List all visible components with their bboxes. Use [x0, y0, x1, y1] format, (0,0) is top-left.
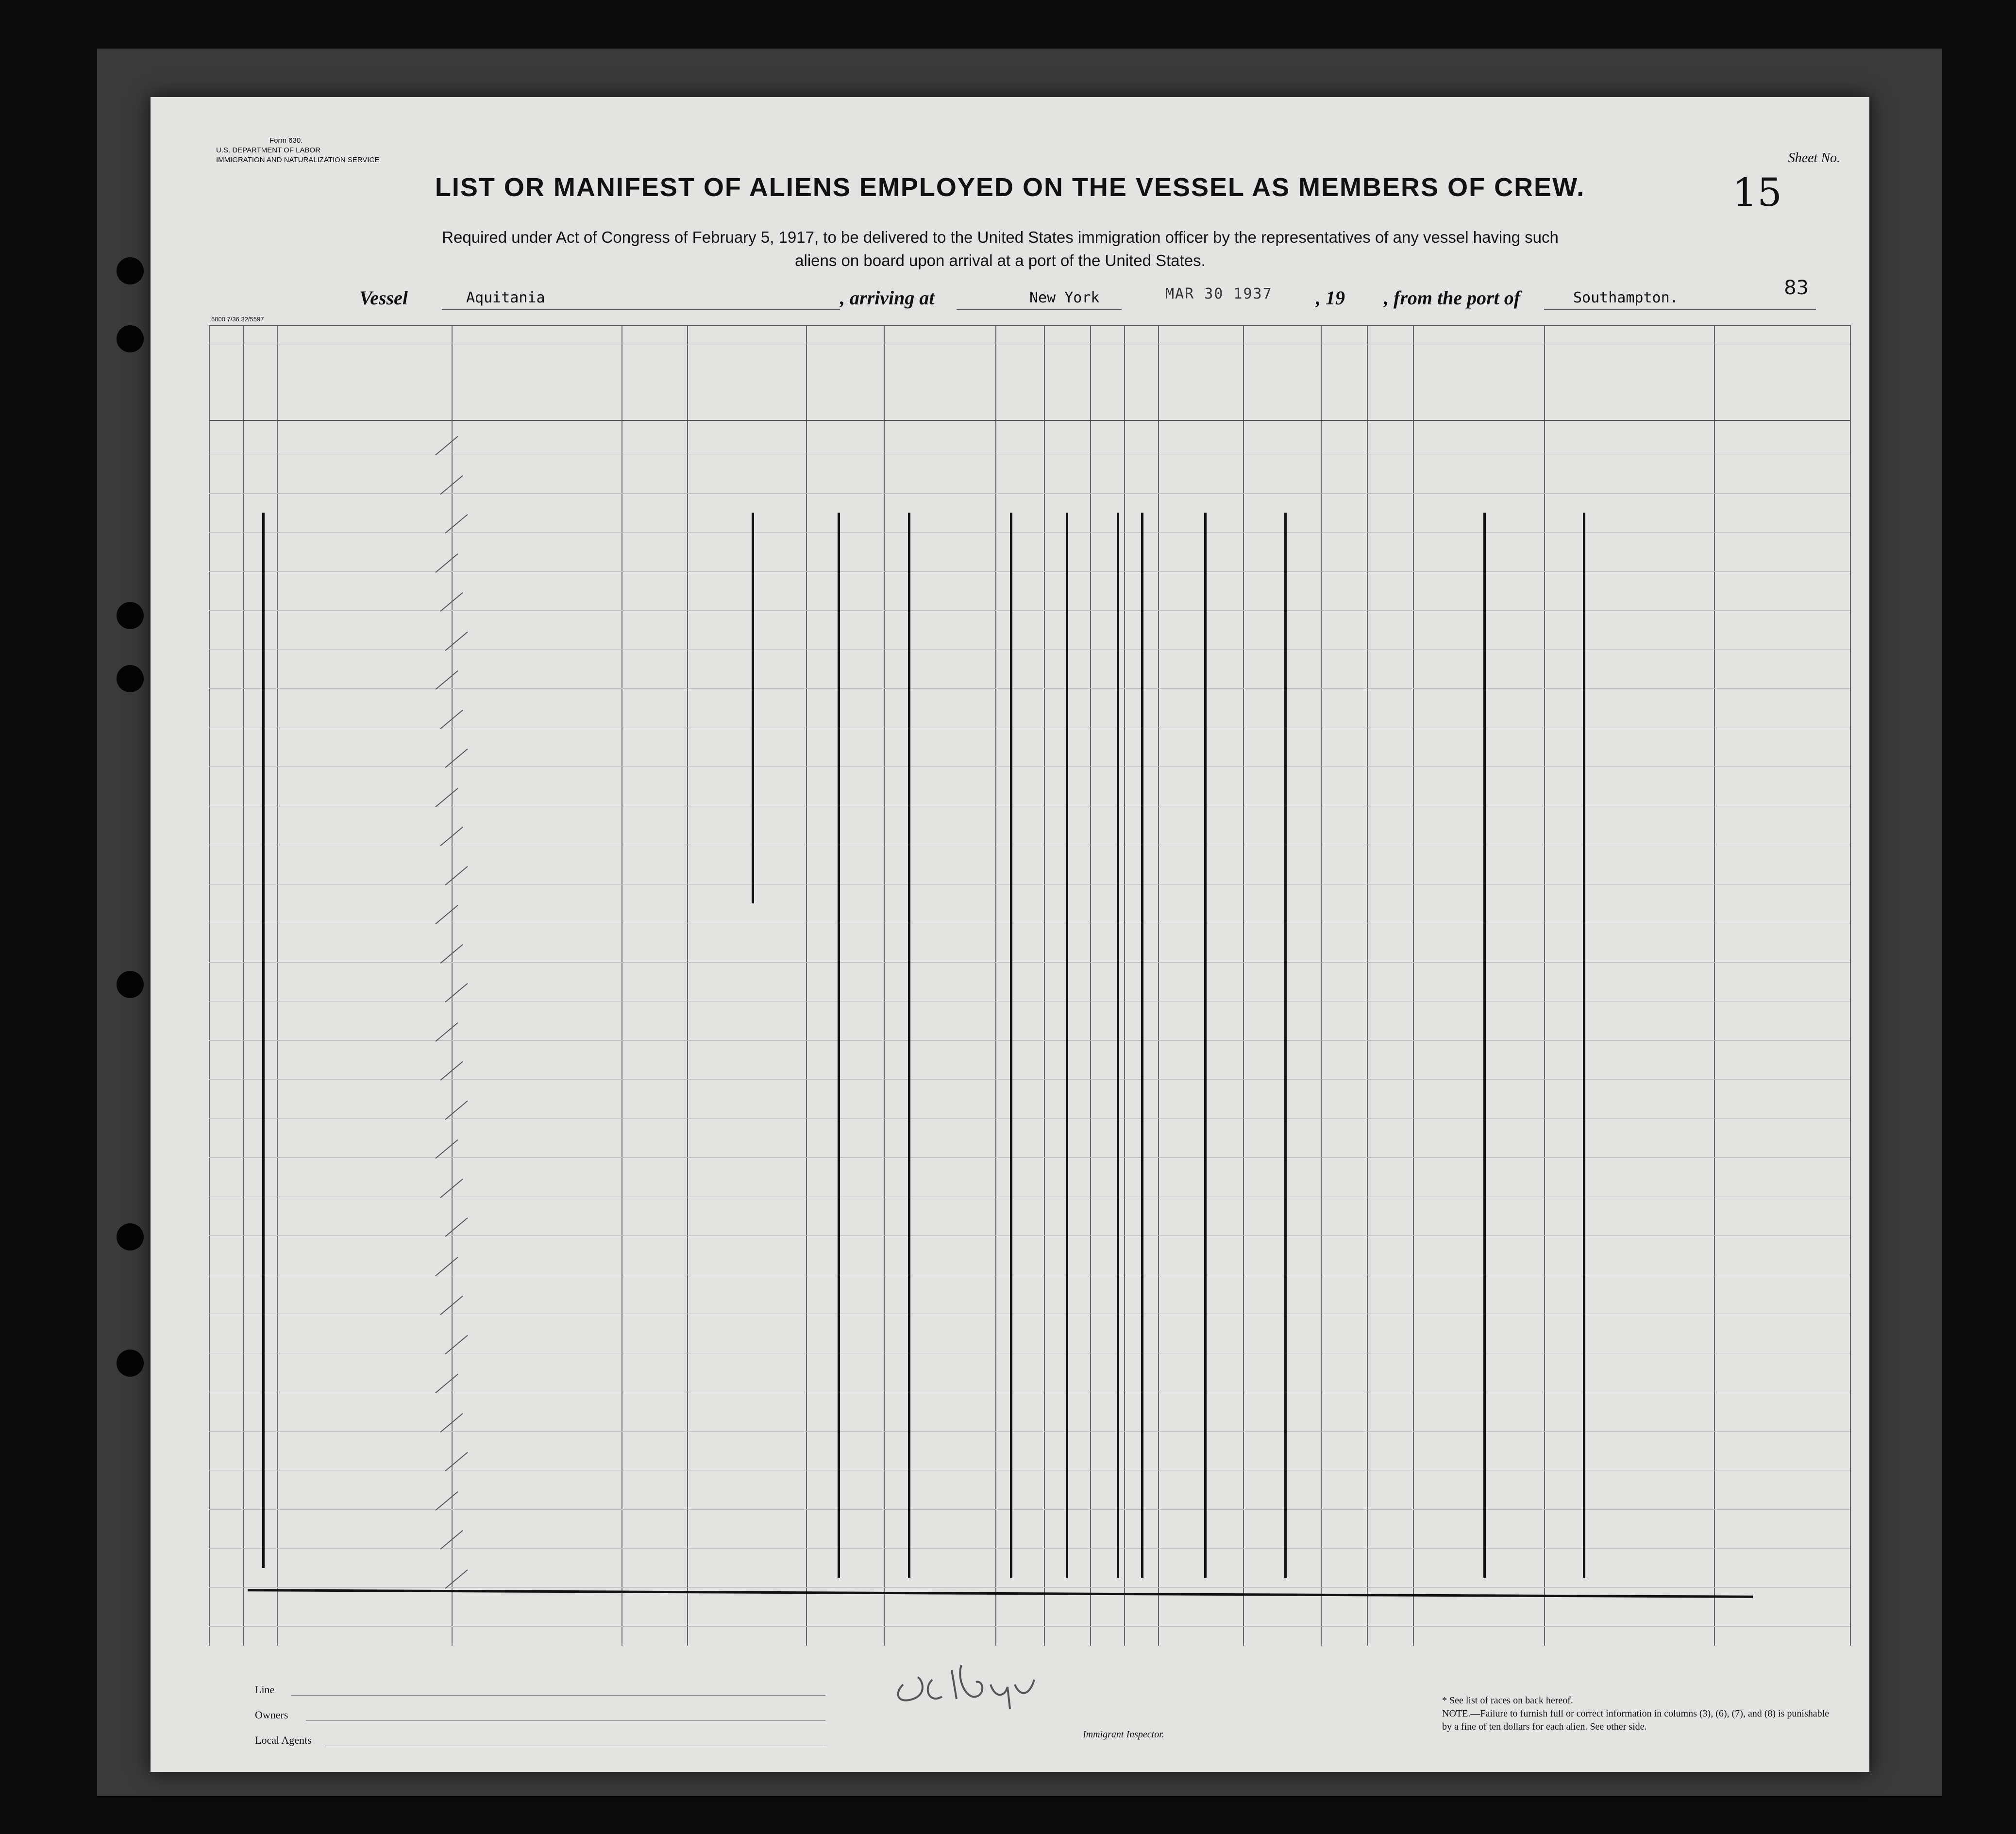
column-rule [1544, 325, 1545, 1646]
page-subtitle [296, 226, 1704, 272]
name-check-tick [435, 1256, 458, 1276]
date-stamp: MAR 30 1937 [1165, 285, 1273, 302]
name-check-tick [445, 983, 468, 1002]
name-check-tick [435, 436, 458, 455]
name-check-tick [445, 514, 468, 534]
ditto-line [1204, 513, 1207, 1578]
column-rule [1321, 325, 1322, 1646]
line-field [291, 1695, 825, 1696]
row-rule [209, 610, 1850, 611]
underline [442, 309, 840, 310]
header-bottom-rule [209, 420, 1850, 421]
column-rule [1367, 325, 1368, 1646]
name-check-tick [435, 1374, 458, 1393]
name-check-tick [445, 749, 468, 768]
ditto-line [1141, 513, 1143, 1578]
crew-table [209, 325, 1850, 1646]
vessel-label: Vessel [359, 287, 408, 309]
row-rule [209, 1548, 1850, 1549]
row-rule [209, 493, 1850, 494]
binder-hole [117, 325, 144, 352]
column-rule [1090, 325, 1091, 1646]
name-check-tick [445, 1569, 468, 1588]
column-rule [277, 325, 278, 1646]
row-30-strike-line [248, 1589, 1753, 1598]
manifest-page [151, 97, 1869, 1772]
name-check-tick [445, 1452, 468, 1471]
column-rule [687, 325, 688, 1646]
agents-label: Local Agents [255, 1734, 312, 1746]
column-rule [1413, 325, 1414, 1646]
row-rule [209, 1587, 1850, 1588]
column-rule [995, 325, 996, 1646]
binder-hole [117, 665, 144, 692]
races-note: * See list of races on back hereof. [1442, 1695, 1573, 1706]
binder-hole [117, 257, 144, 284]
vessel-line [151, 286, 1869, 316]
column-rule [884, 325, 885, 1646]
name-check-tick [445, 1334, 468, 1354]
name-check-tick [435, 1139, 458, 1159]
column-rule [243, 325, 244, 1646]
name-check-tick [435, 1022, 458, 1041]
name-check-tick [445, 1217, 468, 1237]
column-rule [1850, 325, 1851, 1646]
header-top-rule [209, 325, 1850, 326]
inspector-signature [884, 1651, 1054, 1714]
arriving-port: New York [1029, 289, 1100, 306]
row-rule [209, 1431, 1850, 1432]
column-rule [1158, 325, 1159, 1646]
column-rule [1243, 325, 1244, 1646]
underline [957, 309, 1122, 310]
print-code: 6000 7/36 32/5597 [211, 316, 264, 323]
ditto-line [908, 513, 910, 1578]
column-rule [1714, 325, 1715, 1646]
line-label: Line [255, 1684, 275, 1696]
binder-hole [117, 1223, 144, 1250]
name-check-tick [435, 670, 458, 690]
department: U.S. DEPARTMENT OF LABOR [216, 146, 321, 154]
ditto-line [1117, 513, 1119, 1578]
sheet-label: Sheet No. [1788, 150, 1840, 166]
row-rule [209, 1509, 1850, 1510]
arriving-label: , arriving at [840, 287, 935, 309]
column-rule [1044, 325, 1045, 1646]
page-title: LIST OR MANIFEST OF ALIENS EMPLOYED ON THE VESSEL AS MEMBERS OF CREW. [435, 173, 1585, 202]
ditto-line [1066, 513, 1068, 1578]
name-check-tick [445, 866, 468, 885]
name-check-tick [445, 631, 468, 650]
name-check-tick [435, 787, 458, 807]
binder-hole [117, 971, 144, 998]
row-rule [209, 1118, 1850, 1119]
footer-notes [1442, 1694, 1831, 1734]
name-check-tick [435, 553, 458, 572]
year-label: , 19 [1316, 287, 1345, 309]
row-rule [209, 962, 1850, 963]
row-rule [209, 1040, 1850, 1041]
form-number: Form 630. [269, 136, 303, 145]
name-check-tick [445, 1100, 468, 1119]
row-rule [209, 1235, 1850, 1236]
inspector-label: Immigrant Inspector. [1083, 1729, 1164, 1740]
from-label: , from the port of [1384, 287, 1521, 309]
name-check-tick [435, 1491, 458, 1510]
subtitle-line: aliens on board upon arrival at a port of the United States. [795, 251, 1206, 269]
column-rule [1124, 325, 1125, 1646]
position-ditto-line [752, 513, 754, 903]
ditto-line [838, 513, 840, 1578]
member-ditto-line [262, 513, 265, 1568]
vessel-name: Aquitania [466, 289, 545, 306]
row-rule [209, 688, 1850, 689]
ditto-line [1583, 513, 1585, 1578]
column-rule [806, 325, 807, 1646]
sheet-number: 15 [1732, 170, 1782, 215]
row-rule [209, 1079, 1850, 1080]
service: IMMIGRATION AND NATURALIZATION SERVICE [216, 156, 380, 164]
name-check-tick [435, 905, 458, 924]
row-rule [209, 1626, 1850, 1627]
row-rule [209, 532, 1850, 533]
ditto-line [1010, 513, 1012, 1578]
column-rule [452, 325, 453, 1646]
binder-hole [117, 1350, 144, 1377]
from-port: Southampton. [1573, 289, 1679, 306]
column-rule [209, 325, 210, 1646]
corner-number: 83 [1784, 277, 1809, 299]
binder-hole [117, 602, 144, 629]
underline [1544, 309, 1816, 310]
row-rule [209, 1157, 1850, 1158]
owners-label: Owners [255, 1709, 288, 1721]
form-info [216, 136, 379, 165]
row-rule [209, 571, 1850, 572]
owners-field [306, 1720, 825, 1721]
ditto-line [1284, 513, 1287, 1578]
penalty-note: NOTE.—Failure to furnish full or correct information in columns (3), (6), (7), and (8) is punishable by a fine of ten dollars for each alien. See other side. [1442, 1708, 1830, 1732]
subtitle-line: Required under Act of Congress of February 5, 1917, to be delivered to the United States immigration officer by the representatives of any vessel having such [442, 228, 1559, 246]
ditto-line [1483, 513, 1486, 1578]
